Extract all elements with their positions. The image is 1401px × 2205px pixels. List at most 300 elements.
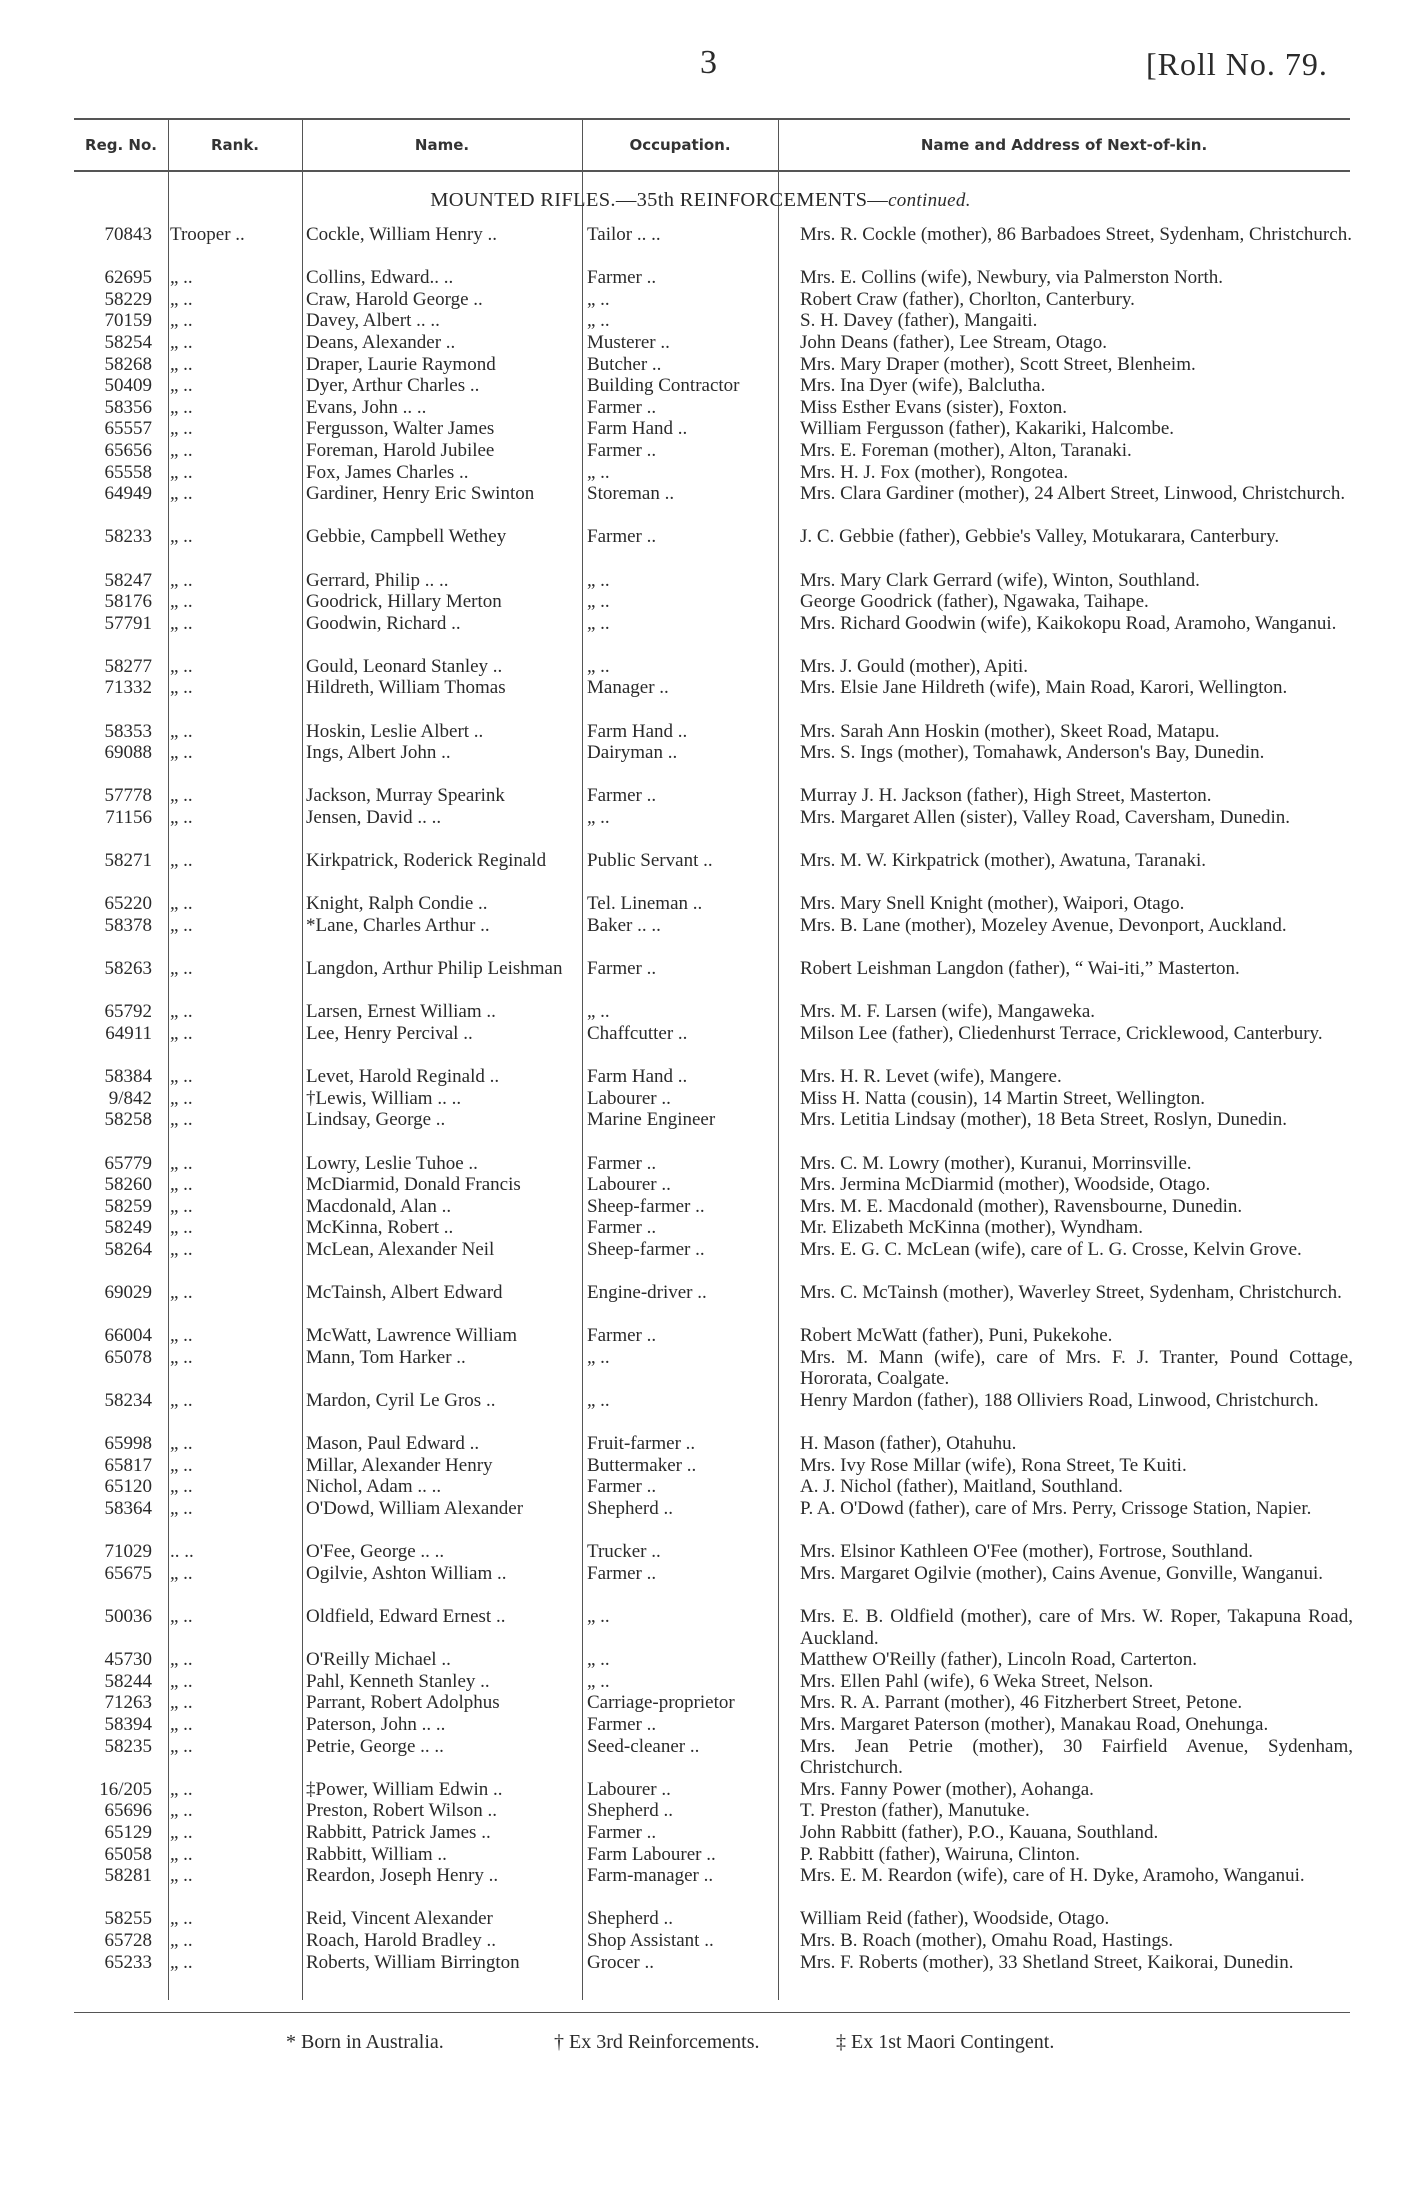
table-row	[0, 1930, 1401, 1952]
occupation-cell: Baker .. ..	[587, 915, 661, 936]
reg-no-cell: 58229	[104, 288, 152, 310]
name-cell: Evans, John .. ..	[306, 396, 427, 418]
name-cell: Preston, Robert Wilson ..	[306, 1800, 497, 1822]
occupation-cell: Farmer ..	[587, 1562, 657, 1584]
table-row	[0, 332, 1401, 354]
next-of-kin-cell: H. Mason (father), Otahuhu.	[800, 1433, 1017, 1455]
rank-cell: „ ..	[170, 1066, 193, 1088]
table-row	[0, 893, 1401, 915]
next-of-kin-cell: Mrs. Margaret Allen (sister), Valley Road, Caversham, Dunedin.	[800, 807, 1291, 829]
reg-no-cell: 58260	[104, 1174, 152, 1196]
rank-cell: „ ..	[170, 1476, 193, 1498]
table-row	[0, 462, 1401, 484]
occupation-cell: Grocer ..	[587, 1951, 654, 1973]
name-cell: Millar, Alexander Henry	[306, 1454, 493, 1476]
name-cell: McKinna, Robert ..	[306, 1217, 454, 1239]
occupation-cell: Farmer ..	[587, 1476, 657, 1498]
rank-cell: „ ..	[170, 1606, 193, 1627]
rank-cell: „ ..	[170, 569, 193, 591]
name-cell: Roberts, William Birrington	[306, 1951, 520, 1973]
occupation-cell: Farmer ..	[587, 267, 657, 289]
reg-no-cell: 65779	[104, 1152, 152, 1174]
column-header-rank: Rank.	[210, 136, 260, 154]
occupation-cell: Sheep-farmer ..	[587, 1195, 705, 1217]
table-row	[0, 1952, 1401, 1995]
reg-no-cell: 58263	[104, 958, 152, 980]
name-cell: Fox, James Charles ..	[306, 461, 469, 483]
next-of-kin-cell: Mrs. Mary Snell Knight (mother), Waipori, Otago.	[800, 893, 1185, 915]
rank-cell: „ ..	[170, 1800, 193, 1822]
table-row	[0, 418, 1401, 440]
table-row	[0, 1217, 1401, 1239]
occupation-cell: Tailor .. ..	[587, 224, 661, 245]
rank-cell: „ ..	[170, 1821, 193, 1843]
next-of-kin-cell: Mrs. E. M. Reardon (wife), care of H. Dyke, Aramoho, Wanganui.	[800, 1865, 1305, 1887]
name-cell: Nichol, Adam .. ..	[306, 1476, 442, 1498]
reg-no-cell: 69088	[104, 742, 152, 764]
page-number: 3	[700, 44, 717, 81]
next-of-kin-cell: Robert Leishman Langdon (father), “ Wai-iti,” Masterton.	[800, 958, 1240, 980]
table-row	[0, 850, 1401, 893]
table-row	[0, 310, 1401, 332]
reg-no-cell: 45730	[104, 1649, 152, 1671]
reg-no-cell: 50036	[104, 1606, 152, 1627]
name-cell: Paterson, John .. ..	[306, 1713, 446, 1735]
reg-no-cell: 57778	[104, 785, 152, 807]
rank-cell: „ ..	[170, 375, 193, 397]
reg-no-cell: 62695	[104, 267, 152, 289]
next-of-kin-cell: Mrs. Jermina McDiarmid (mother), Woodside, Otago.	[800, 1174, 1211, 1196]
name-cell: McLean, Alexander Neil	[306, 1238, 495, 1260]
occupation-cell: Engine-driver ..	[587, 1282, 707, 1304]
occupation-cell: „ ..	[587, 1390, 610, 1412]
occupation-cell: Farmer ..	[587, 396, 657, 418]
name-cell: Hoskin, Leslie Albert ..	[306, 720, 484, 742]
reg-no-cell: 58356	[104, 396, 152, 418]
table-header-rule	[74, 170, 1350, 172]
table-row	[0, 1563, 1401, 1606]
reg-no-cell: 58378	[104, 915, 152, 936]
next-of-kin-cell: Mrs. Elsinor Kathleen O'Fee (mother), Fortrose, Southland.	[800, 1541, 1254, 1563]
reg-no-cell: 58268	[104, 353, 152, 375]
occupation-cell: „ ..	[587, 612, 610, 634]
name-cell: Lee, Henry Percival ..	[306, 1022, 473, 1044]
occupation-cell: Chaffcutter ..	[587, 1022, 688, 1044]
reg-no-cell: 65792	[104, 1001, 152, 1023]
next-of-kin-cell: Milson Lee (father), Cliedenhurst Terrace, Cricklewood, Canterbury.	[800, 1022, 1323, 1044]
roll-table-body	[0, 224, 1401, 1995]
table-row	[0, 1088, 1401, 1110]
table-row	[0, 1649, 1401, 1671]
next-of-kin-cell: P. A. O'Dowd (father), care of Mrs. Perry, Crissoge Station, Napier.	[800, 1498, 1312, 1520]
name-cell: Dyer, Arthur Charles ..	[306, 375, 480, 397]
rank-cell: „ ..	[170, 1238, 193, 1260]
rank-cell: „ ..	[170, 1346, 193, 1368]
name-cell: Hildreth, William Thomas	[306, 677, 506, 699]
name-cell: Macdonald, Alan ..	[306, 1195, 452, 1217]
table-row	[0, 1109, 1401, 1152]
name-cell: Mann, Tom Harker ..	[306, 1346, 466, 1368]
occupation-cell: Shepherd ..	[587, 1800, 674, 1822]
next-of-kin-cell: Mrs. M. W. Kirkpatrick (mother), Awatuna, Taranaki.	[800, 850, 1207, 872]
next-of-kin-cell: Murray J. H. Jackson (father), High Street, Masterton.	[800, 785, 1212, 807]
next-of-kin-cell: Mrs. C. M. Lowry (mother), Kuranui, Morrinsville.	[800, 1152, 1192, 1174]
occupation-cell: Shop Assistant ..	[587, 1929, 714, 1951]
reg-no-cell: 58281	[104, 1865, 152, 1887]
table-row	[0, 397, 1401, 419]
reg-no-cell: 65220	[104, 893, 152, 915]
table-row	[0, 1174, 1401, 1196]
reg-no-cell: 65078	[104, 1346, 152, 1368]
name-cell: Gebbie, Campbell Wethey	[306, 526, 507, 548]
rank-cell: „ ..	[170, 396, 193, 418]
next-of-kin-cell: Mrs. B. Roach (mother), Omahu Road, Hastings.	[800, 1929, 1174, 1951]
reg-no-cell: 65129	[104, 1821, 152, 1843]
rank-cell: „ ..	[170, 526, 193, 548]
reg-no-cell: 65817	[104, 1454, 152, 1476]
table-row	[0, 526, 1401, 569]
name-cell: Jensen, David .. ..	[306, 807, 442, 829]
next-of-kin-cell: Miss H. Natta (cousin), 14 Martin Street, Wellington.	[800, 1087, 1205, 1109]
name-cell: Jackson, Murray Spearink	[306, 785, 505, 807]
occupation-cell: Dairyman ..	[587, 742, 678, 764]
table-row	[0, 224, 1401, 267]
rank-cell: „ ..	[170, 1735, 193, 1757]
occupation-cell: Labourer ..	[587, 1087, 671, 1109]
next-of-kin-cell: Mrs. F. Roberts (mother), 33 Shetland Street, Kaikorai, Dunedin.	[800, 1951, 1294, 1973]
table-row	[0, 1714, 1401, 1736]
name-cell: Parrant, Robert Adolphus	[306, 1692, 500, 1714]
name-cell: Kirkpatrick, Roderick Reginald	[306, 850, 547, 872]
next-of-kin-cell: Mrs. Mary Draper (mother), Scott Street, Blenheim.	[800, 353, 1196, 375]
table-row	[0, 1066, 1401, 1088]
reg-no-cell: 70843	[104, 224, 152, 245]
name-cell: Gould, Leonard Stanley ..	[306, 655, 503, 677]
table-top-rule	[74, 118, 1350, 120]
name-cell: McTainsh, Albert Edward	[306, 1282, 503, 1304]
rank-cell: „ ..	[170, 439, 193, 461]
name-cell: Draper, Laurie Raymond	[306, 353, 496, 375]
name-cell: Oldfield, Edward Ernest ..	[306, 1606, 506, 1627]
rank-cell: „ ..	[170, 483, 193, 505]
table-row	[0, 1282, 1401, 1325]
occupation-cell: „ ..	[587, 310, 610, 332]
next-of-kin-cell: Robert McWatt (father), Puni, Pukekohe.	[800, 1325, 1113, 1347]
name-cell: McWatt, Lawrence William	[306, 1325, 518, 1347]
occupation-cell: „ ..	[587, 1001, 610, 1023]
next-of-kin-cell: Mrs. E. Foreman (mother), Alton, Taranaki.	[800, 439, 1132, 461]
reg-no-cell: 71029	[104, 1541, 152, 1563]
reg-no-cell: 65656	[104, 439, 152, 461]
table-row	[0, 1844, 1401, 1866]
rank-cell: „ ..	[170, 1087, 193, 1109]
table-row	[0, 915, 1401, 958]
reg-no-cell: 65120	[104, 1476, 152, 1498]
occupation-cell: Farmer ..	[587, 958, 657, 980]
reg-no-cell: 58254	[104, 331, 152, 353]
footnote-born-in-australia: * Born in Australia.	[286, 2031, 444, 2053]
occupation-cell: Buttermaker ..	[587, 1454, 697, 1476]
name-cell: Mardon, Cyril Le Gros ..	[306, 1390, 496, 1412]
reg-no-cell: 65998	[104, 1433, 152, 1455]
reg-no-cell: 71332	[104, 677, 152, 699]
reg-no-cell: 58249	[104, 1217, 152, 1239]
rank-cell: „ ..	[170, 1951, 193, 1973]
reg-no-cell: 16/205	[99, 1778, 152, 1800]
rank-cell: „ ..	[170, 331, 193, 353]
rank-cell: „ ..	[170, 1195, 193, 1217]
reg-no-cell: 58394	[104, 1713, 152, 1735]
reg-no-cell: 65675	[104, 1562, 152, 1584]
name-cell: †Lewis, William .. ..	[306, 1087, 462, 1109]
table-row	[0, 1390, 1401, 1433]
table-row	[0, 677, 1401, 720]
name-cell: Gerrard, Philip .. ..	[306, 569, 449, 591]
rank-cell: „ ..	[170, 720, 193, 742]
rank-cell: „ ..	[170, 1282, 193, 1304]
occupation-cell: „ ..	[587, 288, 610, 310]
reg-no-cell: 58384	[104, 1066, 152, 1088]
occupation-cell: Shepherd ..	[587, 1908, 674, 1930]
name-cell: O'Dowd, William Alexander	[306, 1498, 524, 1520]
reg-no-cell: 65058	[104, 1843, 152, 1865]
reg-no-cell: 65558	[104, 461, 152, 483]
next-of-kin-cell: George Goodrick (father), Ngawaka, Taihape.	[800, 591, 1149, 613]
rank-cell: „ ..	[170, 591, 193, 613]
next-of-kin-cell: Mrs. Sarah Ann Hoskin (mother), Skeet Road, Matapu.	[800, 720, 1220, 742]
reg-no-cell: 9/842	[108, 1087, 152, 1109]
table-row	[0, 1239, 1401, 1282]
next-of-kin-cell: Mrs. M. Mann (wife), care of Mrs. F. J. Tranter, Pound Cottage, Hororata, Coalgate.	[800, 1346, 1353, 1390]
reg-no-cell: 58271	[104, 850, 152, 872]
rank-cell: „ ..	[170, 1713, 193, 1735]
rank-cell: „ ..	[170, 1670, 193, 1692]
occupation-cell: Labourer ..	[587, 1778, 671, 1800]
rank-cell: „ ..	[170, 1929, 193, 1951]
table-row	[0, 1455, 1401, 1477]
name-cell: Collins, Edward.. ..	[306, 267, 454, 289]
occupation-cell: Farm Hand ..	[587, 418, 688, 440]
table-row	[0, 1779, 1401, 1801]
next-of-kin-cell: William Reid (father), Woodside, Otago.	[800, 1908, 1110, 1930]
name-cell: Ogilvie, Ashton William ..	[306, 1562, 507, 1584]
occupation-cell: Trucker ..	[587, 1541, 661, 1563]
next-of-kin-cell: Mrs. Ivy Rose Millar (wife), Rona Street, Te Kuiti.	[800, 1454, 1187, 1476]
occupation-cell: Farmer ..	[587, 785, 657, 807]
name-cell: Davey, Albert .. ..	[306, 310, 440, 332]
next-of-kin-cell: Mrs. E. B. Oldfield (mother), care of Mrs. W. Roper, Takapuna Road, Auckland.	[800, 1606, 1353, 1649]
table-row	[0, 267, 1401, 289]
table-row	[0, 742, 1401, 785]
table-row	[0, 483, 1401, 526]
rank-cell: „ ..	[170, 1109, 193, 1131]
table-row	[0, 354, 1401, 376]
reg-no-cell: 64949	[104, 483, 152, 505]
occupation-cell: „ ..	[587, 569, 610, 591]
next-of-kin-cell: Mrs. M. E. Macdonald (mother), Ravensbourne, Dunedin.	[800, 1195, 1243, 1217]
next-of-kin-cell: Mrs. Clara Gardiner (mother), 24 Albert Street, Linwood, Christchurch.	[800, 483, 1346, 505]
name-cell: Lindsay, George ..	[306, 1109, 446, 1131]
rank-cell: „ ..	[170, 1843, 193, 1865]
table-row	[0, 1865, 1401, 1908]
column-header-occupation: Occupation.	[629, 136, 731, 154]
occupation-cell: „ ..	[587, 591, 610, 613]
reg-no-cell: 58264	[104, 1238, 152, 1260]
reg-no-cell: 58176	[104, 591, 152, 613]
table-row	[0, 958, 1401, 1001]
occupation-cell: Labourer ..	[587, 1174, 671, 1196]
rank-cell: „ ..	[170, 1692, 193, 1714]
name-cell: Goodrick, Hillary Merton	[306, 591, 502, 613]
reg-no-cell: 69029	[104, 1282, 152, 1304]
roll-number-label: [Roll No. 79.	[1146, 46, 1328, 82]
name-cell: Rabbitt, Patrick James ..	[306, 1821, 491, 1843]
reg-no-cell: 65696	[104, 1800, 152, 1822]
rank-cell: „ ..	[170, 1174, 193, 1196]
next-of-kin-cell: Mrs. Fanny Power (mother), Aohanga.	[800, 1778, 1094, 1800]
next-of-kin-cell: Mrs. H. J. Fox (mother), Rongotea.	[800, 461, 1069, 483]
occupation-cell: Farm Hand ..	[587, 1066, 688, 1088]
name-cell: Reardon, Joseph Henry ..	[306, 1865, 499, 1887]
rank-cell: „ ..	[170, 807, 193, 829]
rank-cell: „ ..	[170, 267, 193, 289]
table-row	[0, 1671, 1401, 1693]
next-of-kin-cell: William Fergusson (father), Kakariki, Halcombe.	[800, 418, 1175, 440]
next-of-kin-cell: J. C. Gebbie (father), Gebbie's Valley, Motukarara, Canterbury.	[800, 526, 1280, 548]
next-of-kin-cell: Mr. Elizabeth McKinna (mother), Wyndham.	[800, 1217, 1144, 1239]
rank-cell: „ ..	[170, 958, 193, 980]
next-of-kin-cell: S. H. Davey (father), Mangaiti.	[800, 310, 1038, 332]
occupation-cell: Musterer ..	[587, 331, 670, 353]
name-cell: O'Reilly Michael ..	[306, 1649, 451, 1671]
name-cell: Ings, Albert John ..	[306, 742, 451, 764]
occupation-cell: „ ..	[587, 1346, 610, 1368]
name-cell: Reid, Vincent Alexander	[306, 1908, 493, 1930]
table-row	[0, 1433, 1401, 1455]
name-cell: Deans, Alexander ..	[306, 331, 456, 353]
name-cell: Craw, Harold George ..	[306, 288, 483, 310]
next-of-kin-cell: Mrs. H. R. Levet (wife), Mangere.	[800, 1066, 1062, 1088]
name-cell: Gardiner, Henry Eric Swinton	[306, 483, 535, 505]
table-row	[0, 613, 1401, 656]
occupation-cell: „ ..	[587, 1649, 610, 1671]
reg-no-cell: 58247	[104, 569, 152, 591]
rank-cell: „ ..	[170, 1865, 193, 1887]
table-row	[0, 1001, 1401, 1023]
table-row	[0, 785, 1401, 807]
rank-cell: „ ..	[170, 461, 193, 483]
name-cell: Pahl, Kenneth Stanley ..	[306, 1670, 490, 1692]
name-cell: Knight, Ralph Condie ..	[306, 893, 488, 915]
occupation-cell: Tel. Lineman ..	[587, 893, 703, 915]
reg-no-cell: 58255	[104, 1908, 152, 1930]
occupation-cell: Shepherd ..	[587, 1498, 674, 1520]
table-row	[0, 375, 1401, 397]
table-row	[0, 1541, 1401, 1563]
rank-cell: „ ..	[170, 1908, 193, 1930]
table-row	[0, 656, 1401, 678]
rank-cell: „ ..	[170, 310, 193, 332]
occupation-cell: Carriage-proprietor	[587, 1692, 735, 1714]
rank-cell: „ ..	[170, 1649, 193, 1671]
next-of-kin-cell: Mrs. Ina Dyer (wife), Balclutha.	[800, 375, 1046, 397]
reg-no-cell: 71156	[105, 807, 152, 829]
reg-no-cell: 58364	[104, 1498, 152, 1520]
name-cell: Lowry, Leslie Tuhoe ..	[306, 1152, 478, 1174]
occupation-cell: Public Servant ..	[587, 850, 713, 872]
occupation-cell: „ ..	[587, 807, 610, 829]
table-row	[0, 570, 1401, 592]
reg-no-cell: 71263	[104, 1692, 152, 1714]
next-of-kin-cell: John Deans (father), Lee Stream, Otago.	[800, 331, 1108, 353]
name-cell: McDiarmid, Donald Francis	[306, 1174, 521, 1196]
table-row	[0, 1498, 1401, 1541]
next-of-kin-cell: Mrs. R. Cockle (mother), 86 Barbadoes Street, Sydenham, Christchurch.	[800, 224, 1352, 245]
section-title-text: MOUNTED RIFLES.—35th REINFORCEMENTS—	[430, 189, 889, 211]
name-cell: Larsen, Ernest William ..	[306, 1001, 496, 1023]
rank-cell: „ ..	[170, 1390, 193, 1412]
table-row	[0, 440, 1401, 462]
rank-cell: „ ..	[170, 915, 193, 936]
occupation-cell: „ ..	[587, 1670, 610, 1692]
reg-no-cell: 58244	[104, 1670, 152, 1692]
table-row	[0, 1347, 1401, 1390]
name-cell: ‡Power, William Edwin ..	[306, 1778, 503, 1800]
rank-cell: „ ..	[170, 418, 193, 440]
table-row	[0, 1325, 1401, 1347]
occupation-cell: „ ..	[587, 655, 610, 677]
footnote-ex-3rd-reinforcements: † Ex 3rd Reinforcements.	[554, 2031, 760, 2053]
table-row	[0, 1800, 1401, 1822]
column-header-reg-no: Reg. No.	[85, 136, 157, 154]
reg-no-cell: 58235	[104, 1735, 152, 1757]
section-title	[0, 189, 1401, 212]
occupation-cell: Seed-cleaner ..	[587, 1735, 700, 1757]
next-of-kin-cell: Mrs. E. G. C. McLean (wife), care of L. G. Crosse, Kelvin Grove.	[800, 1238, 1302, 1260]
rank-cell: „ ..	[170, 1022, 193, 1044]
rank-cell: „ ..	[170, 893, 193, 915]
occupation-cell: Manager ..	[587, 677, 669, 699]
rank-cell: „ ..	[170, 677, 193, 699]
occupation-cell: Storeman ..	[587, 483, 675, 505]
reg-no-cell: 58234	[104, 1390, 152, 1412]
reg-no-cell: 58277	[104, 655, 152, 677]
name-cell: Petrie, George .. ..	[306, 1735, 444, 1757]
rank-cell: „ ..	[170, 1498, 193, 1520]
occupation-cell: „ ..	[587, 461, 610, 483]
next-of-kin-cell: Mrs. M. F. Larsen (wife), Mangaweka.	[800, 1001, 1096, 1023]
reg-no-cell: 58353	[104, 720, 152, 742]
reg-no-cell: 64911	[105, 1022, 152, 1044]
footnote-ex-1st-maori-contingent: ‡ Ex 1st Maori Contingent.	[836, 2031, 1055, 2053]
occupation-cell: Farmer ..	[587, 1325, 657, 1347]
next-of-kin-cell: Matthew O'Reilly (father), Lincoln Road, Carterton.	[800, 1649, 1198, 1671]
occupation-cell: Butcher ..	[587, 353, 662, 375]
rank-cell: „ ..	[170, 1217, 193, 1239]
next-of-kin-cell: Mrs. S. Ings (mother), Tomahawk, Anderson's Bay, Dunedin.	[800, 742, 1265, 764]
next-of-kin-cell: Mrs. Letitia Lindsay (mother), 18 Beta Street, Roslyn, Dunedin.	[800, 1109, 1288, 1131]
table-row	[0, 1692, 1401, 1714]
column-header-name: Name.	[414, 136, 470, 154]
next-of-kin-cell: Miss Esther Evans (sister), Foxton.	[800, 396, 1068, 418]
rank-cell: „ ..	[170, 1325, 193, 1347]
reg-no-cell: 65233	[104, 1951, 152, 1973]
next-of-kin-cell: Robert Craw (father), Chorlton, Canterbury.	[800, 288, 1135, 310]
rank-cell: „ ..	[170, 1152, 193, 1174]
rank-cell: Trooper ..	[170, 224, 245, 245]
occupation-cell: Farmer ..	[587, 1152, 657, 1174]
table-row	[0, 1606, 1401, 1649]
